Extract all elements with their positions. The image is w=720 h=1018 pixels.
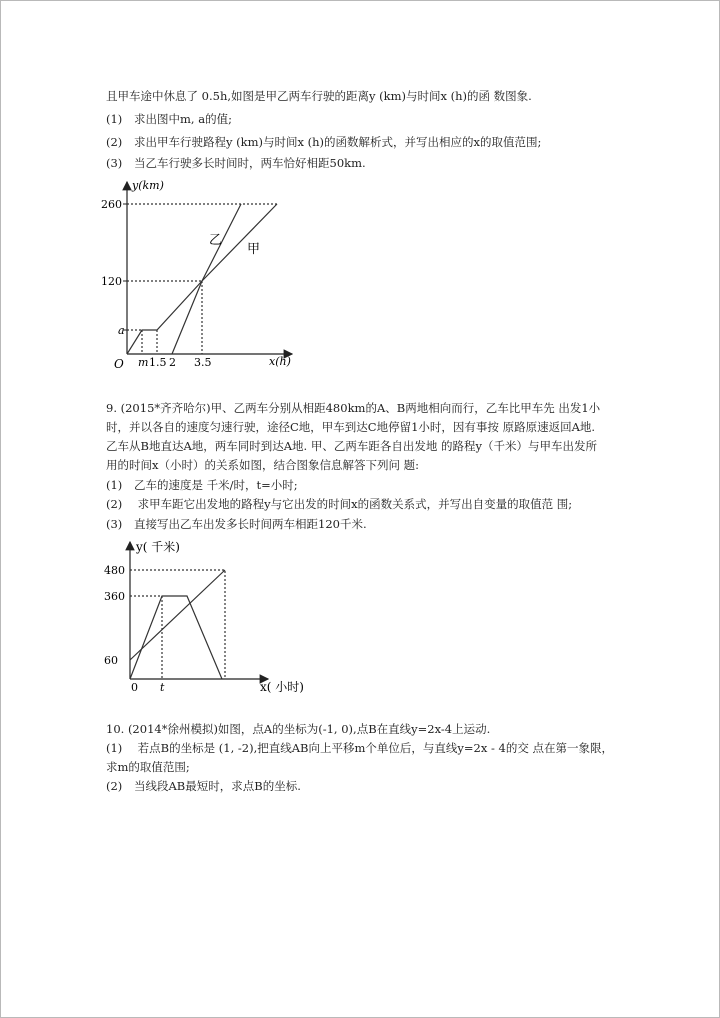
x-axis-label: x(h) (269, 355, 291, 368)
y-axis-label: y(km) (132, 179, 164, 192)
series-yi-line (172, 204, 241, 354)
y-tick-label: 480 (104, 564, 125, 577)
problem10-q1-cont: 求m的取值范围; (106, 760, 190, 774)
problem10-q1 (106, 741, 613, 756)
question-text: 求出图中m, a的值; (134, 112, 232, 126)
problem8-q1 (106, 112, 232, 127)
series-jia-line (130, 570, 225, 660)
x-tick-label: 3.5 (194, 356, 212, 369)
y-axis-label: y( 千米) (136, 540, 180, 554)
question-text: 直接写出乙车出发多长时间两车相距120千米. (134, 517, 367, 531)
question-text: 求甲车距它出发地的路程y与它出发的时间x的函数关系式，并写出自变量的取值范 围; (134, 497, 573, 511)
problem10-q2 (106, 779, 301, 794)
question-number: (1) (106, 741, 123, 755)
question-text: 当线段AB最短时，求点B的坐标. (134, 779, 301, 793)
problem9-line4: 用的时间x（小时）的关系如图，结合图象信息解答下列问 题: (106, 458, 420, 472)
question-number: (3) (106, 517, 123, 531)
problem9-q3 (106, 517, 367, 532)
question-text: 若点B的坐标是 (1, -2),把直线AB向上平移m个单位后，与直线y=2x - 4的交 点在第一象限， (134, 741, 613, 755)
problem8-intro: 且甲车途中休息了 0.5h,如图是甲乙两车行驶的距离y (km)与时间x (h)的函 数图象. (106, 89, 532, 103)
problem9-line2: 时，并以各自的速度匀速行驶，途径C地，甲车到达C地停留1小时，因有事按 原路原速返回A地. (106, 420, 596, 434)
series-label-jia: 甲 (247, 242, 261, 257)
series-jia-line (127, 204, 277, 354)
question-text: 当乙车行驶多长时间时，两车恰好相距50km. (134, 156, 366, 170)
problem9-line3: 乙车从B地直达A地，两车同时到达A地. 甲、乙两车距各自出发地 的路程y（千米）与甲车出发所 (106, 439, 598, 453)
problem9-q2 (106, 497, 572, 512)
question-number: (1) (106, 112, 123, 126)
question-number: (1) (106, 478, 123, 492)
y-tick-label: 120 (101, 275, 122, 288)
y-tick-label: a (118, 324, 125, 337)
x-tick-label: 1.5 (149, 356, 167, 369)
y-tick-label: 260 (101, 198, 122, 211)
chart-1-distance-time (100, 172, 320, 382)
question-number: (2) (106, 779, 123, 793)
question-number: (2) (106, 135, 123, 149)
problem8-q3 (106, 156, 366, 171)
question-text: 乙车的速度是 千米/时，t=小时; (134, 478, 298, 492)
question-number: (2) (106, 497, 123, 511)
series-yi-line (130, 596, 222, 679)
x-axis-label: x( 小时) (260, 680, 304, 694)
question-text: 求出甲车行驶路程y (km)与时间x (h)的函数解析式，并写出相应的x的取值范围; (134, 135, 542, 149)
y-tick-label: 60 (104, 654, 118, 667)
problem9-line1: 9. (2015*齐齐哈尔)甲、乙两车分别从相距480km的A、B两地相向而行，乙车比甲车先 出发1小 (106, 401, 601, 415)
origin-label: O (114, 357, 124, 371)
guide-480 (130, 570, 225, 679)
x-tick-label: 2 (169, 356, 176, 369)
x-tick-label: m (138, 356, 149, 369)
chart-2-distance-time (100, 534, 330, 704)
problem9-q1 (106, 478, 298, 493)
problem10-line1: 10. (2014*徐州模拟)如图，点A的坐标为(-1, 0),点B在直线y=2x-4上运动. (106, 722, 491, 736)
question-number: (3) (106, 156, 123, 170)
x-tick-label: 0 (131, 681, 138, 694)
y-tick-label: 360 (104, 590, 125, 603)
series-label-yi: 乙 (209, 233, 223, 248)
problem8-q2 (106, 135, 541, 150)
x-tick-label: t (160, 681, 165, 694)
